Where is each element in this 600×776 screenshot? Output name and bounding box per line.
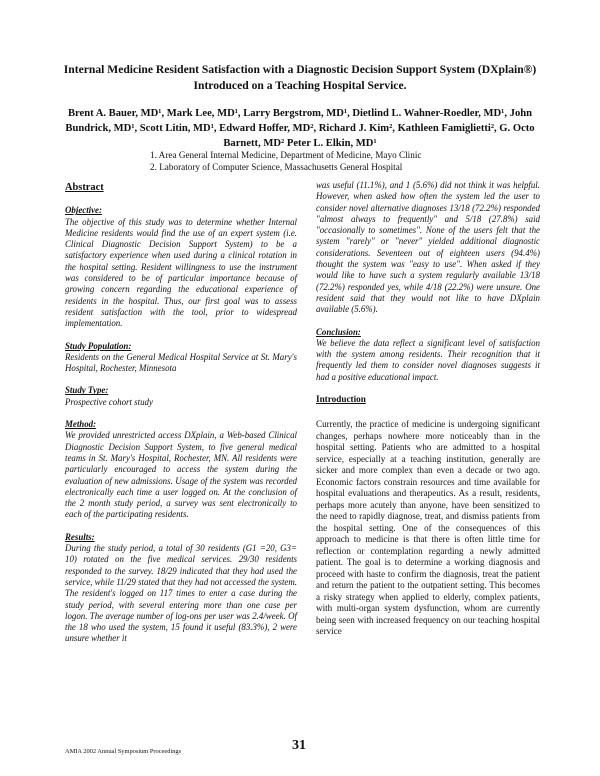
population-heading: Study Population:: [65, 340, 132, 351]
study-type-text: Prospective cohort study: [65, 396, 153, 407]
right-column: [316, 180, 540, 638]
population-text: Residents on the General Medical Hospital Service at St. Mary's Hospital, Rochester, Minnesota: [65, 351, 297, 374]
affiliations: [150, 150, 510, 173]
conclusion-heading: Conclusion:: [316, 326, 361, 337]
conclusion-text: We believe the data reflect a significant level of satisfaction with the system among residents. Their recognition that it frequently led them to consider novel diagnoses suggests it had a positive educational impact.: [316, 337, 540, 382]
author-list: Brent A. Bauer, MD¹, Mark Lee, MD¹, Larry Bergstrom, MD¹, Dietlind L. Wahner-Roedler, MD¹, John Bundrick, MD¹, Scott Litin, MD¹, Edward Hoffer, MD², Richard J. Kim², Kathleen Famiglietti², G. Octo Barnett, MD² Peter L. Elkin, MD¹: [65, 108, 535, 149]
objective-heading: Objective:: [65, 205, 102, 216]
results-text-part2: was useful (11.1%), and 1 (5.6%) did not think it was helpful. However, when asked how often the system led the user to consider novel alternative diagnoses 13/18 (72.2%) responded "almost always to frequently" and 5/18 (27.8%) said "occasionally to sometimes". None of the users felt that the system "rarely" or "never" yielded additional diagnostic considerations. Seventeen out of eighteen users (94.4%) thought the system was "easy to use". When asked if they would like to have such a system regularly available 13/18 (72.2%) responded yes, while 4/18 (22.2%) were unsure. One resident said that they would not like to have DXplain available (5.6%).: [316, 180, 540, 315]
introduction-text: Currently, the practice of medicine is undergoing significant changes, perhaps nowhere more noticeably than in the hospital setting. Patients who are admitted to a hospital service, especially at a teaching institution, generally are sicker and more complex than even a decade or two ago. Economic factors constrain resources and time available for hospital evaluations and therapeutics. As a result, residents, perhaps more acutely than anyone, have been sensitized to the need to rapidly diagnose, treat, and dismiss patients from the hospital setting. One of the consequences of this approach to medicine is that there is often little time for reflection or contemplation regarding a newly admitted patient. The goal is to determine a working diagnosis and proceed with haste to confirm the diagnosis, treat the patient and return the patient to the outpatient setting. This becomes a risky strategy when applied to elderly, complex patients, with multi-organ system dysfunction, whom are currently being seen with increased frequency on our teaching hospital service: [316, 419, 540, 637]
method-heading: Method:: [65, 419, 97, 430]
introduction-heading: Introduction: [316, 394, 366, 405]
abstract-heading: Abstract: [65, 182, 104, 193]
affiliation-2: 2. Laboratory of Computer Science, Massachusetts General Hospital: [150, 161, 403, 172]
affiliation-1: 1. Area General Internal Medicine, Department of Medicine, Mayo Clinic: [150, 150, 422, 160]
results-heading: Results:: [65, 531, 95, 542]
page-number: 31: [292, 738, 306, 753]
method-text: We provided unrestricted access DXplain, a Web-based Clinical Diagnostic Decision Support System, to five general medical teams in St. Mary's Hospital, Rochester, MN. All residents were particularly encouraged to access the system during the evaluation of new admissions. Usage of the system was recorded electronically each time a user logged on. At the conclusion of the 2 month study period, a survey was sent electronically to each of the participating residents.: [65, 430, 297, 520]
left-column: [65, 180, 297, 656]
paper-title: Internal Medicine Resident Satisfaction with a Diagnostic Decision Support System (DXplain®) Introduced on a Teaching Hospital Service.: [63, 63, 537, 92]
results-text-part1: During the study period, a total of 30 residents (G1 =20, G3= 10) rotated on the five medical services. 29/30 residents responded to the survey. 18/29 indicated that they had used the service, while 11/29 stated that they had not accessed the system. The resident's logged on 117 times to enter a case during the study period, with several entering more than one case per logon. The average number of log-ons per user was 2.4/week. Of the 18 who used the system, 15 found it useful (83.3%), 2 were unsure whether it: [65, 543, 297, 644]
study-type-heading: Study Type:: [65, 385, 109, 396]
footer: AMIA 2002 Annual Symposium Proceedings: [65, 748, 182, 755]
objective-text: The objective of this study was to determine whether Internal Medicine residents would find the use of an expert system (i.e. Clinical Diagnostic Decision Support System) to be a satisfactory experience when used during a clinical rotation in the hospital setting. Resident willingness to use the instrument was considered to be of particular importance because of growing concern regarding the educational experience of residents in the hospital. Thus, our first goal was to assess resident satisfaction with the tool, prior to widespread implementation.: [65, 216, 297, 329]
